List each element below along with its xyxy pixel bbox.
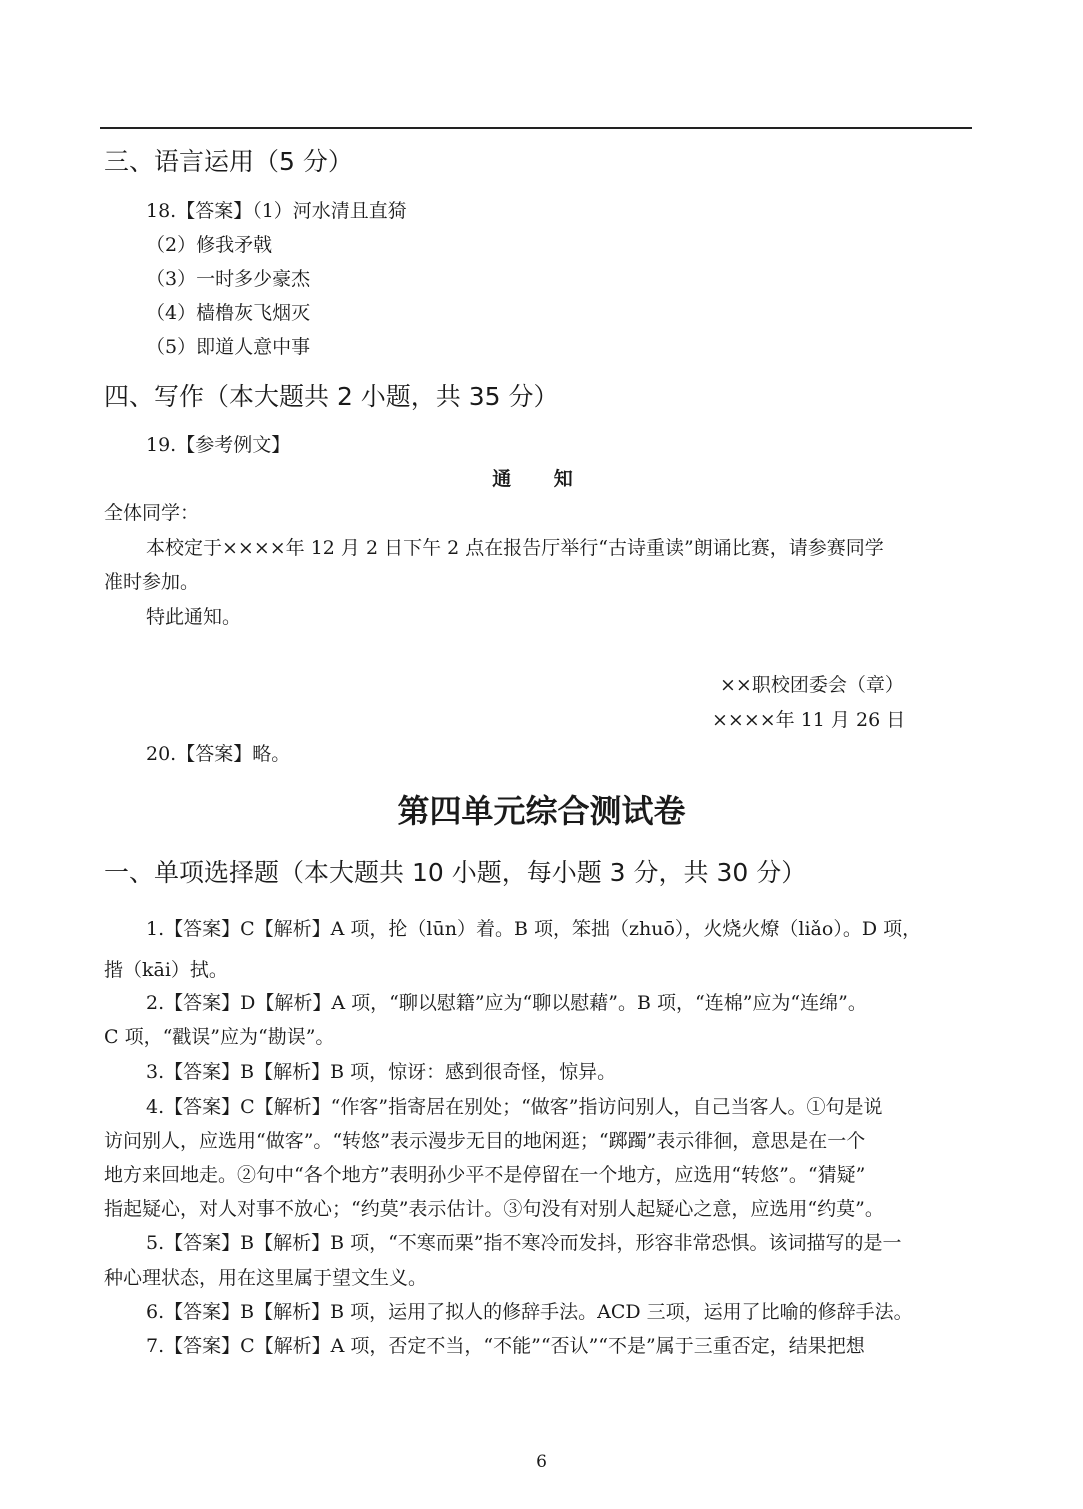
unit-title: 第四单元综合测试卷 bbox=[397, 792, 686, 830]
q18-line-4: （4）樯橹灰飞烟灭 bbox=[146, 302, 311, 324]
answer-line: 5.【答案】B【解析】B 项，“不寒而栗”指不寒冷而发抖，形容非常恐惧。该词描写的是一 bbox=[146, 1232, 902, 1254]
answer-line: 地方来回地走。②句中“各个地方”表明孙少平不是停留在一个地方，应选用“转悠”。“猜疑” bbox=[104, 1164, 866, 1186]
answer-line: 3.【答案】B【解析】B 项，惊讶：感到很奇怪，惊异。 bbox=[146, 1061, 617, 1083]
q18-line-1: 18.【答案】（1）河水清且直猗 bbox=[146, 200, 407, 222]
notice-title: 通 知 bbox=[492, 468, 591, 490]
answer-line: 揩（kāi）拭。 bbox=[104, 959, 228, 981]
q20-answer: 20.【答案】略。 bbox=[146, 743, 291, 765]
answer-line: 2.【答案】D【解析】A 项，“聊以慰籍”应为“聊以慰藉”。B 项，“连棉”应为“连绵”。 bbox=[146, 992, 867, 1014]
answer-line: 指起疑心，对人对事不放心；“约莫”表示估计。③句没有对别人起疑心之意，应选用“约莫”。 bbox=[104, 1198, 884, 1220]
section-heading-4: 四、写作（本大题共 2 小题，共 35 分） bbox=[104, 382, 559, 411]
notice-body-line-1: 本校定于××××年 12 月 2 日下午 2 点在报告厅举行“古诗重读”朗诵比赛，请参赛同学 bbox=[146, 537, 884, 559]
section-heading-1: 一、单项选择题（本大题共 10 小题，每小题 3 分，共 30 分） bbox=[104, 858, 807, 887]
answer-line: 4.【答案】C【解析】“作客”指寄居在别处；“做客”指访问别人，自己当客人。①句是说 bbox=[146, 1096, 883, 1118]
answer-line: 访问别人，应选用“做客”。“转悠”表示漫步无目的地闲逛；“踯躅”表示徘徊，意思是在一个 bbox=[104, 1130, 866, 1152]
notice-salutation: 全体同学： bbox=[104, 502, 200, 524]
q18-line-3: （3）一时多少豪杰 bbox=[146, 268, 311, 290]
notice-signature: ××职校团委会（章） bbox=[720, 674, 904, 696]
answer-line: 1.【答案】C【解析】A 项，抡（lūn）着。B 项，笨拙（zhuō），火烧火燎（liǎo）。D 项， bbox=[146, 918, 922, 940]
notice-closing: 特此通知。 bbox=[146, 606, 242, 628]
page-number: 6 bbox=[536, 1452, 547, 1472]
q18-line-5: （5）即道人意中事 bbox=[146, 336, 311, 358]
notice-date: ××××年 11 月 26 日 bbox=[712, 709, 906, 731]
header-rule bbox=[100, 127, 972, 129]
section-heading-3: 三、语言运用（5 分） bbox=[104, 147, 353, 176]
answer-line: 7.【答案】C【解析】A 项，否定不当，“不能”“否认”“不是”属于三重否定，结果把想 bbox=[146, 1335, 865, 1357]
q18-line-2: （2）修我矛戟 bbox=[146, 234, 273, 256]
answer-line: 6.【答案】B【解析】B 项，运用了拟人的修辞手法。ACD 三项，运用了比喻的修辞手法。 bbox=[146, 1301, 913, 1323]
q19-label: 19.【参考例文】 bbox=[146, 434, 291, 456]
answer-line: 种心理状态，用在这里属于望文生义。 bbox=[104, 1267, 428, 1289]
answer-line: C 项，“戳误”应为“勘误”。 bbox=[104, 1026, 335, 1048]
notice-body-line-2: 准时参加。 bbox=[104, 571, 200, 593]
